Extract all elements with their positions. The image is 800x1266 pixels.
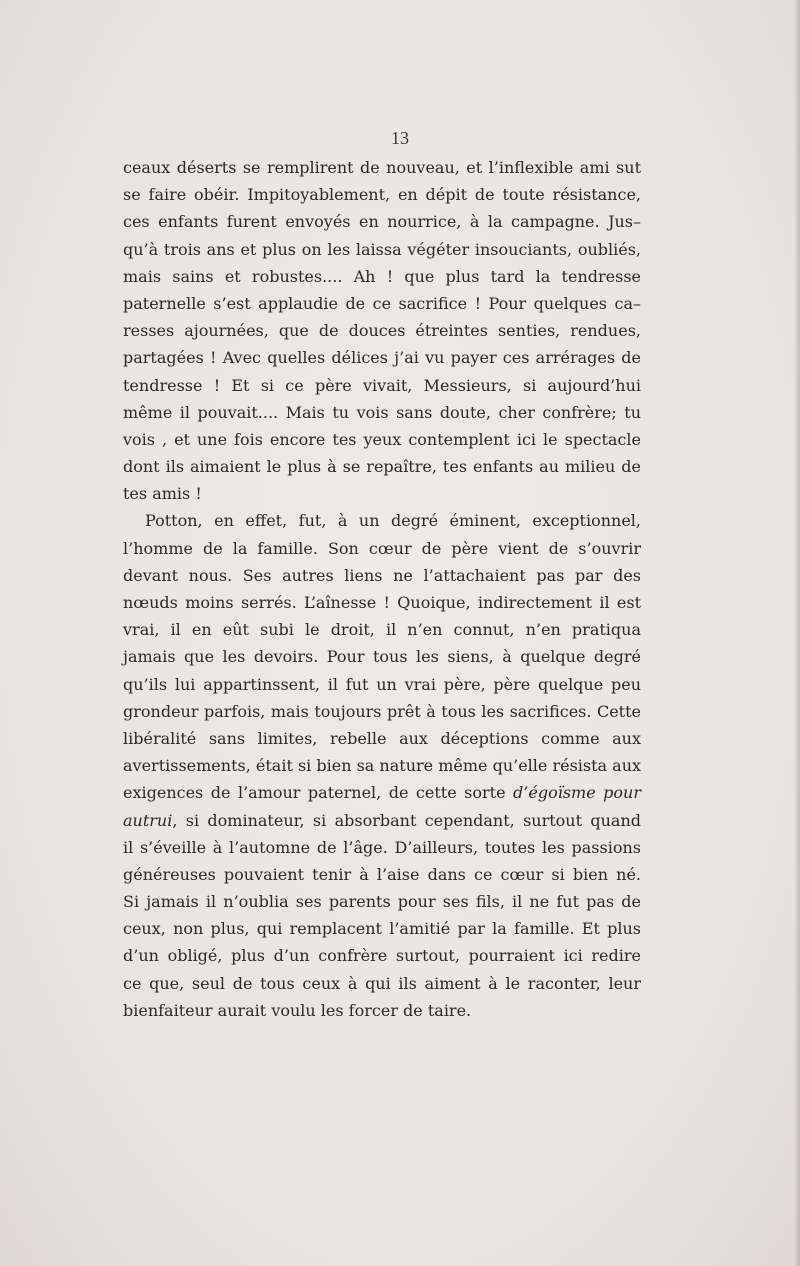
text-line: [123, 807, 641, 834]
text-line: tendresse ! Et si ce père vivait, Messieurs, si aujourd’hui: [123, 375, 641, 395]
text-line: jamais que les devoirs. Pour tous les siens, à quelque degré: [123, 647, 641, 667]
text-line: Si jamais il n’oublia ses parents pour ses fils, il ne fut pas de: [123, 892, 641, 912]
text-fragment: exigences de l’amour paternel, de cette sorte: [123, 783, 514, 803]
text-line: mais sains et robustes.... Ah ! que plus tard la tendresse: [123, 266, 641, 286]
text-line: ceux, non plus, qui remplacent l’amitié par la famille. Et plus: [123, 919, 641, 939]
text-line: resses ajournées, que de douces étreintes senties, rendues,: [123, 321, 641, 341]
text-line: nœuds moins serrés. L’aînesse ! Quoique, indirectement il est: [123, 593, 641, 612]
text-line: qu’ils lui appartinssent, il fut un vrai père, père quelque peu: [123, 674, 641, 694]
text-line: bienfaiteur aurait voulu les forcer de taire.: [123, 1000, 472, 1020]
text-line: dont ils aimaient le plus à se repaître, tes enfants au milieu de: [123, 457, 641, 477]
text-line: se faire obéir. Impitoyablement, en dépit de toute résistance,: [123, 185, 641, 205]
text-line: libéralité sans limites, rebelle aux déceptions comme aux: [123, 728, 641, 748]
text-line: vrai, il en eût subi le droit, il n’en connut, n’en pratiqua: [123, 620, 641, 640]
text-line: grondeur parfois, mais toujours prêt à tous les sacrifices. Cette: [123, 701, 641, 721]
text-line: [123, 779, 641, 806]
text-line: paternelle s’est applaudie de ce sacrifice ! Pour quelques ca–: [123, 293, 641, 313]
text-line: même il pouvait.... Mais tu vois sans doute, cher confrère; tu: [123, 402, 641, 422]
italic-fragment: d’égoïsme pour: [513, 783, 641, 803]
italic-fragment: autrui: [123, 810, 173, 830]
text-line: ces enfants furent envoyés en nourrice, à la campagne. Jus–: [123, 212, 641, 232]
text-line: vois , et une fois encore tes yeux contemplent ici le spectacle: [123, 429, 641, 449]
text-line: tes amis !: [123, 484, 202, 504]
page-number: 13: [391, 128, 409, 148]
text-line: devant nous. Ses autres liens ne l’attachaient pas par des: [123, 565, 641, 585]
text-line: avertissements, était si bien sa nature même qu’elle résista aux: [123, 756, 642, 776]
page-edge-shadow: [794, 0, 800, 1266]
text-line: il s’éveille à l’automne de l’âge. D’ailleurs, toutes les passions: [123, 837, 641, 857]
text-line: partagées ! Avec quelles délices j’ai vu payer ces arrérages de: [123, 348, 641, 368]
text-fragment: , si dominateur, si absorbant cependant, surtout quand: [172, 810, 641, 830]
text-line: d’un obligé, plus d’un confrère surtout, pourraient ici redire: [123, 946, 641, 966]
text-line: Potton, en effet, fut, à un degré éminent, exceptionnel,: [145, 511, 641, 531]
text-line: l’homme de la famille. Son cœur de père vient de s’ouvrir: [123, 538, 641, 558]
text-line: ceaux déserts se remplirent de nouveau, et l’inflexible ami sut: [123, 158, 641, 177]
text-line: généreuses pouvaient tenir à l’aise dans ce cœur si bien né.: [123, 864, 641, 884]
body-text: [123, 154, 641, 1024]
text-line: ce que, seul de tous ceux à qui ils aiment à le raconter, leur: [123, 973, 641, 993]
text-line: qu’à trois ans et plus on les laissa végéter insouciants, oubliés,: [123, 239, 641, 259]
